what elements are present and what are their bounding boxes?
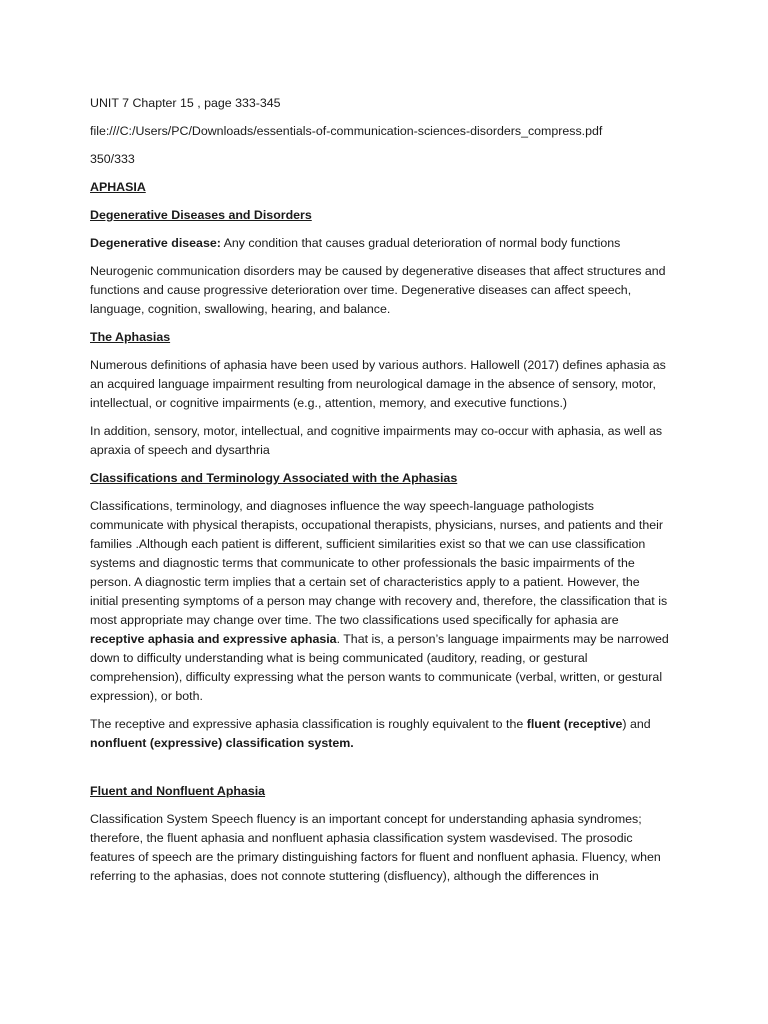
classifications-para2-mid: ) and [622,717,651,731]
title-text: APHASIA [90,180,146,194]
degenerative-heading [90,206,670,225]
degenerative-paragraph: Neurogenic communication disorders may be caused by degenerative diseases that affect structures and functions and cause progressive deterioration over time. Degenerative diseases can affect speech, language, cognition, swallowing, hearing, and balance. [90,264,666,316]
document-body [90,94,670,895]
aphasias-paragraph-2: In addition, sensory, motor, intellectual, and cognitive impairments may co-occur with aphasia, as well as apraxia of speech and dysarthria [90,424,663,457]
unit-line: UNIT 7 Chapter 15 , page 333-345 [90,96,281,110]
fluent-heading-text: Fluent and Nonfluent Aphasia [90,784,266,798]
classifications-paragraph-2 [90,715,670,753]
page-reference: 350/333 [90,152,135,166]
document-title [90,178,670,197]
section-spacer [90,762,670,782]
fluent-heading [90,782,670,801]
degenerative-term: Degenerative disease: [90,236,221,250]
classifications-para1-end: . That is, a person’s language impairments may be narrowed down to difficulty understanding what is being communicated (auditory, reading, or gestural comprehension), difficulty expressing what the person wants to communicate (verbal, written, or gestural expression), or both. [90,632,669,703]
aphasias-heading [90,328,670,347]
degenerative-definition-text: Any condition that causes gradual deterioration of normal body functions [220,236,621,250]
classifications-para2-start: The receptive and expressive aphasia classification is roughly equivalent to the [90,717,527,731]
classifications-heading-text: Classifications and Terminology Associated with the Aphasias [90,471,458,485]
file-path-line: file:///C:/Users/PC/Downloads/essentials-of-communication-sciences-disorders_compress.pdf [90,124,603,138]
degenerative-definition [90,234,670,253]
fluent-paragraph: Classification System Speech fluency is an important concept for understanding aphasia syndromes; therefore, the fluent aphasia and nonfluent aphasia classification system wasdevised. The prosodic features of speech are the primary distinguishing factors for fluent and nonfluent aphasia. Fluency, when referring to the aphasias, does not connote stuttering (disfluency), although the differences in [90,812,661,883]
classifications-heading [90,469,670,488]
degenerative-heading-text: Degenerative Diseases and Disorders [90,208,312,222]
classifications-para1-bold: receptive aphasia and expressive aphasia [90,632,337,646]
classifications-paragraph-1 [90,497,670,706]
classifications-para2-bold-2: nonfluent (expressive) classification system. [90,736,354,750]
aphasias-paragraph-1: Numerous definitions of aphasia have been used by various authors. Hallowell (2017) defines aphasia as an acquired language impairment resulting from neurological damage in the absence of sensory, motor, intellectual, or cognitive impairments (e.g., attention, memory, and executive functions.) [90,358,666,410]
aphasias-heading-text: The Aphasias [90,330,171,344]
classifications-para2-bold-1: fluent (receptive [526,717,623,731]
classifications-para1-start: Classifications, terminology, and diagnoses influence the way speech-language pathologists communicate with physical therapists, occupational therapists, physicians, nurses, and patients and their families .Although each patient is different, sufficient similarities exist so that we can use classification systems and diagnostic terms that communicate to other professionals the basic impairments of the person. A diagnostic term implies that a certain set of characteristics apply to a patient. However, the initial presenting symptoms of a person may change with recovery and, therefore, the classification that is most appropriate may change over time. The two classifications used specifically for aphasia are [90,499,668,627]
